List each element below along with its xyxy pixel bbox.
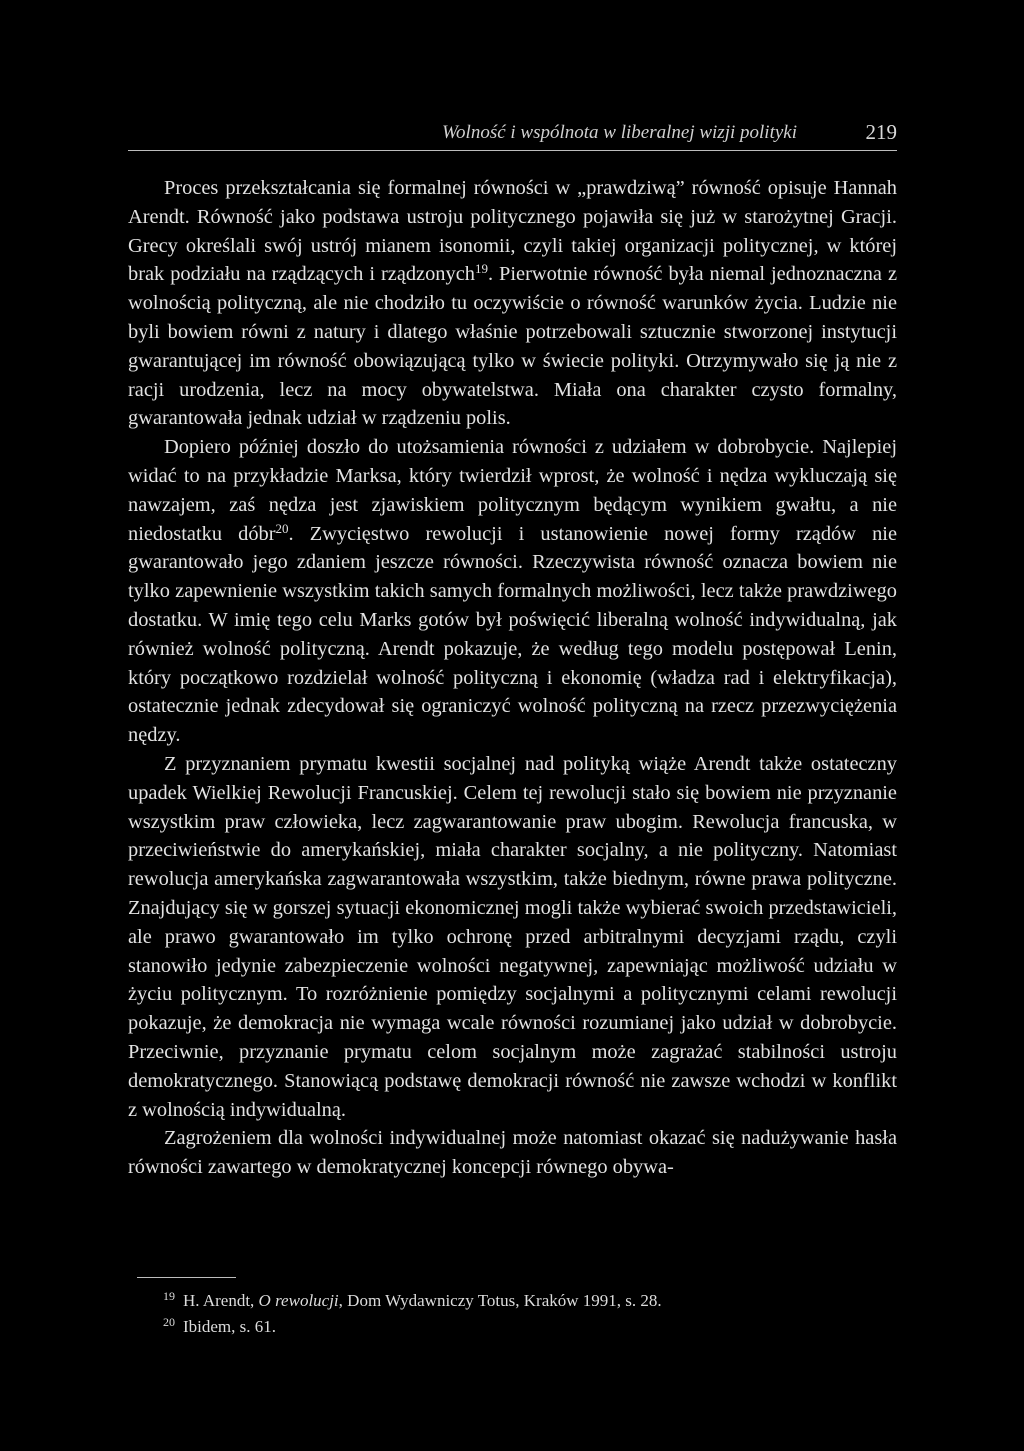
footnote-text: , Dom Wydawniczy Totus, Kraków 1991, s. 28.: [338, 1291, 662, 1310]
header-rule: [128, 150, 897, 151]
footnote-number: 19: [163, 1289, 175, 1303]
page-header: [128, 118, 897, 148]
footnote-number: 20: [163, 1315, 175, 1329]
paragraph-1-part-a: Proces przekształcania się formalnej równości w „prawdziwą” równość opisuje Hannah Arendt. Równość jako podstawa ustroju politycznego pojawiła się już w starożytnej Gracji. Grecy określali swój ustrój mianem isonomii, czyli takiej organizacji politycznej, w której brak podziału na rządzących i rządzonych: [128, 177, 897, 286]
paragraph-2-part-b: . Zwycięstwo rewolucji i ustanowienie nowej formy rządów nie gwarantowało jego zdaniem jeszcze równości. Rzeczywista równość oznacza bowiem nie tylko zapewnienie wszystkim takich samych formalnych możliwości, lecz także prawdziwego dostatku. W imię tego celu Marks gotów był poświęcić liberalną wolność indywidualną, jak również wolność polityczną. Arendt pokazuje, że według tego modelu postępował Lenin, który początkowo rozdzielał wolność polityczną i ekonomię (władza rad i elektryfikacja), ostatecznie jednak zdecydował się ograniczyć wolność polityczną na rzecz przezwyciężenia nędzy.: [128, 522, 897, 747]
footnote-text: H. Arendt,: [183, 1291, 259, 1310]
footnote-ref-19: 19: [474, 261, 488, 277]
footnote-text: Ibidem, s. 61.: [183, 1317, 277, 1336]
body-text: [128, 174, 897, 1182]
page-number: 219: [865, 120, 897, 144]
footnote-rule: [137, 1277, 236, 1278]
paragraph-4: Zagrożeniem dla wolności indywidualnej może natomiast okazać się nadużywanie hasła równości zawartego w demokratycznej koncepcji równego obywa-: [128, 1127, 897, 1179]
footnotes: [163, 1288, 897, 1340]
footnote-book-title: O rewolucji: [258, 1291, 339, 1310]
footnote-19: [163, 1288, 897, 1314]
paragraph-1: [128, 174, 897, 433]
paragraph-2: [128, 433, 897, 750]
paragraph-1-part-b: . Pierwotnie równość była niemal jednoznaczna z wolnością polityczną, ale nie chodziło tu oczywiście o równość warunków życia. Ludzie nie byli bowiem równi z natury i dlatego właśnie potrzebowali sztucznie stworzonej instytucji gwarantującej im równość obowiązującą tylko w świecie polityki. Otrzymywało się ją nie z racji urodzenia, lecz na mocy obywatelstwa. Miała ona charakter czysto formalny, gwarantowała jednak udział w rządzeniu polis.: [128, 263, 897, 430]
running-title: Wolność i wspólnota w liberalnej wizji polityki: [441, 122, 797, 143]
paragraph-3: Z przyznaniem prymatu kwestii socjalnej nad polityką wiąże Arendt także ostateczny upadek Wielkiej Rewolucji Francuskiej. Celem tej rewolucji stało się bowiem nie przyznanie wszystkim praw człowieka, lecz zagwarantowanie praw ubogim. Rewolucja francuska, w przeciwieństwie do amerykańskiej, miała charakter socjalny, a nie polityczny. Natomiast rewolucja amerykańska zagwarantowała wszystkim, także biednym, równe prawa polityczne. Znajdujący się w gorszej sytuacji ekonomicznej mogli także wybierać swoich przedstawicieli, ale prawo gwarantowało im tylko ochronę przed arbitralnymi decyzjami rządu, czyli stanowiło jedynie zabezpieczenie wolności negatywnej, zapewniając możliwość udziału w życiu politycznym. To rozróżnienie pomiędzy socjalnymi a politycznymi celami rewolucji pokazuje, że demokracja nie wymaga wcale równości rozumianej jako udział w dobrobycie. Przeciwnie, przyznanie prymatu celom socjalnym może zagrażać stabilności ustroju demokratycznego. Stanowiącą podstawę demokracji równość nie zawsze wchodzi w konflikt z wolnością indywidualną.: [128, 752, 897, 1121]
footnote-ref-20: 20: [275, 520, 289, 536]
paragraph-2-part-a: Dopiero później doszło do utożsamienia równości z udziałem w dobrobycie. Najlepiej widać to na przykładzie Marksa, który twierdził wprost, że wolność i nędza wykluczają się nawzajem, zaś nędza jest zjawiskiem politycznym będącym wynikiem gwałtu, a nie niedostatku dóbr: [128, 436, 897, 545]
footnote-20: [163, 1314, 897, 1340]
